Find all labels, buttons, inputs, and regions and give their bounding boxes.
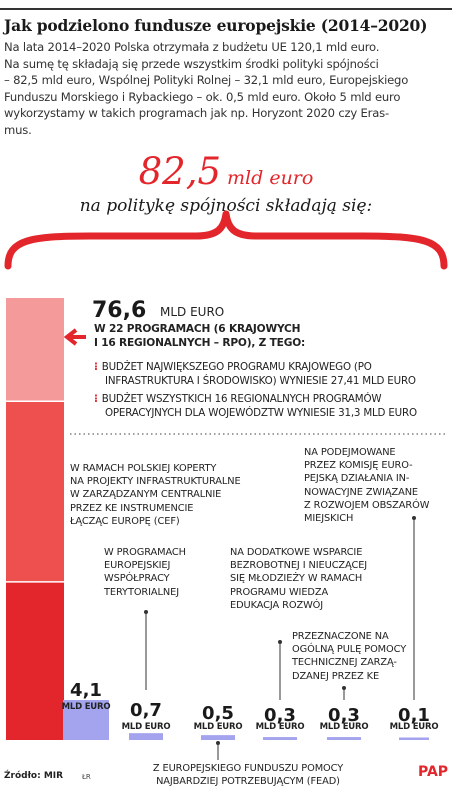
- note-line: BUDŻET WSZYSTKICH 16 REGIONALNYCH PROGRAMÓW: [101, 393, 382, 405]
- item-value: 0,3: [328, 705, 360, 726]
- item-unit: MLD EURO: [193, 722, 243, 732]
- item-description-line: NA PODEJMOWANE: [304, 447, 396, 458]
- item-unit: MLD EURO: [121, 722, 171, 732]
- item-description-line: Z EUROPEJSKIEGO FUNDUSZU POMOCY: [152, 763, 344, 774]
- dotted-marker-icon: ⁝: [94, 393, 98, 405]
- main-description-line: W 22 PROGRAMACH (6 KRAJOWYCH: [94, 323, 301, 335]
- source: Źródło: MIR: [4, 771, 64, 781]
- item-description-line: PRZEZ KOMISJĘ EURO-: [304, 460, 413, 472]
- intro-line: Funduszu Morskiego i Rybackiego – ok. 0,5 mld euro. Około 5 mld euro: [4, 89, 401, 104]
- item-value: 0,7: [130, 700, 162, 721]
- note-line: INFRASTRUKTURA I ŚRODOWISKO) WYNIESIE 27,41 MLD EURO: [105, 375, 416, 387]
- main-stack-bar: [6, 298, 64, 740]
- item-description-line: PEJSKĄ DZIAŁANIA IN-: [304, 473, 410, 485]
- pap-logo: PAP: [418, 764, 449, 780]
- headline-value: 82,5: [138, 150, 222, 193]
- note-line: BUDŻET NAJWIĘKSZEGO PROGRAMU KRAJOWEGO (PO: [101, 361, 372, 373]
- intro-line: mus.: [4, 122, 32, 137]
- intro-line: Na sumę tę składają się przede wszystkim środki polityki spójności: [4, 56, 379, 71]
- headline-unit: mld euro: [227, 167, 314, 189]
- item-description-line: EDUKACJA ROZWÓJ: [230, 599, 324, 611]
- main-unit: MLD EURO: [160, 305, 225, 319]
- item-description-line: NA PROJEKTY INFRASTRUKTURALNE: [70, 476, 241, 488]
- main-description-line: I 16 REGIONALNYCH – RPO), Z TEGO:: [94, 337, 306, 349]
- item-description-line: TERYTORIALNEJ: [104, 586, 179, 598]
- small-bar: [201, 735, 235, 740]
- item-description-line: NOWACYJNE ZWIĄZANE: [304, 486, 419, 498]
- item-description-line: WSPÓŁPRACY: [104, 573, 170, 585]
- item-unit: MLD EURO: [389, 722, 439, 732]
- item-value: 0,3: [264, 705, 296, 726]
- pointer-arrow: [67, 330, 86, 344]
- chart-title: Jak podzielono fundusze europejskie (2014–2020): [4, 16, 428, 35]
- leader-dot: [216, 741, 220, 745]
- item-unit: MLD EURO: [319, 722, 369, 732]
- intro-line: Na lata 2014–2020 Polska otrzymała z budżetu UE 120,1 mld euro.: [4, 40, 380, 54]
- item-description-line: EUROPEJSKIEJ: [104, 560, 171, 572]
- main-value: 76,6: [92, 298, 147, 323]
- stack-segment-other: [6, 298, 64, 401]
- item-description: [304, 446, 429, 525]
- item-description-line: W PROGRAMACH: [104, 547, 186, 558]
- item-description-line: PRZEZ KE INSTRUMENCIE: [70, 502, 194, 514]
- item-description-line: W RAMACH POLSKIEJ KOPERTY: [70, 463, 217, 474]
- item-description-line: NAJBARDZIEJ POTRZEBUJĄCYM (FEAD): [156, 776, 340, 788]
- leader-dot: [144, 610, 148, 614]
- curly-brace: [8, 214, 444, 266]
- item-description-line: BEZROBOTNEJ I NIEUCZĄCEJ: [230, 560, 368, 572]
- headline-caption: na politykę spójności składają się:: [79, 196, 373, 216]
- item-description-line: PRZEZNACZONE NA: [292, 631, 389, 642]
- stack-segment-regional: [6, 401, 64, 582]
- note-regional-programs: [94, 392, 417, 420]
- item-description-line: ŁĄCZĄC EUROPĘ (CEF): [70, 515, 180, 527]
- intro-line: wykorzystamy w takich programach jak np. Horyzont 2020 czy Eras-: [4, 106, 389, 121]
- small-bar: [327, 737, 361, 740]
- item-description: [70, 462, 241, 528]
- note-national-program: [94, 360, 416, 388]
- item-description: [104, 546, 186, 599]
- item-description-line: MIEJSKICH: [304, 513, 354, 525]
- intro-line: – 82,5 mld euro, Wspólnej Polityki Rolnej – 32,1 mld euro, Europejskiego: [4, 73, 409, 88]
- item-description-line: Z ROZWOJEM OBSZARÓW: [304, 499, 430, 511]
- item-description: [148, 762, 348, 788]
- small-bar: [263, 737, 297, 740]
- item-value: 0,1: [398, 705, 430, 726]
- item-description-line: W ZARZĄDZANYM CENTRALNIE: [70, 489, 222, 501]
- author: ŁR: [82, 773, 91, 781]
- small-bar: [399, 738, 429, 741]
- item-unit: MLD EURO: [61, 702, 111, 712]
- item-description: [292, 630, 406, 683]
- item-description: [230, 546, 367, 612]
- item-description-line: DZANEJ PRZEZ KE: [292, 670, 380, 682]
- stack-segment-national: [6, 582, 64, 740]
- dotted-marker-icon: ⁝: [94, 361, 98, 373]
- item-description-line: OGÓLNĄ PULĘ POMOCY: [292, 644, 407, 656]
- leader-dot: [278, 640, 282, 644]
- small-bar: [129, 733, 163, 740]
- leader-dot: [342, 686, 346, 690]
- item-value: 4,1: [70, 680, 102, 701]
- item-description-line: NA DODATKOWE WSPARCIE: [230, 547, 363, 558]
- item-unit: MLD EURO: [255, 722, 305, 732]
- item-description-line: PROGRAMU WIEDZA: [230, 586, 329, 598]
- item-value: 0,5: [202, 703, 234, 724]
- note-line: OPERACYJNYCH DLA WOJEWÓDZTW WYNIESIE 31,3 MLD EURO: [105, 407, 417, 419]
- item-description-line: SIĘ MŁODZIEŻY W RAMACH: [230, 573, 363, 585]
- item-description-line: TECHNICZNEJ ZARZĄ-: [292, 657, 397, 669]
- main-description: [94, 322, 305, 350]
